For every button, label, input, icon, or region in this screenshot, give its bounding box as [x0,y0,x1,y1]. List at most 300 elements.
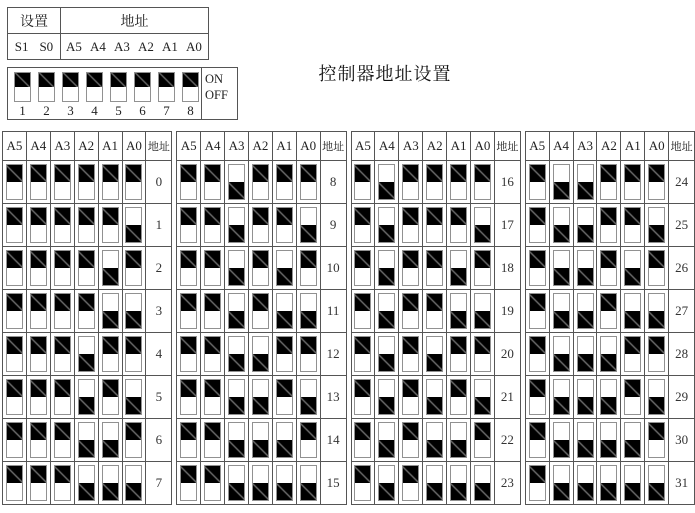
switch-cell [296,290,320,333]
dip-switch-up [180,164,197,200]
switch-cell [597,462,621,505]
dip-switch-down [553,293,570,329]
dip-switch-up [354,336,371,372]
dip-switch-up [158,72,175,102]
address-value: 10 [320,247,346,290]
switch-cell [621,462,645,505]
dip-switch-up [529,379,546,415]
dip-switch-up [529,465,546,501]
dip-switch-down [450,465,467,501]
address-value: 18 [494,247,520,290]
bit-column-header: A3 [573,132,597,161]
dip-switch-up [426,293,443,329]
address-row [525,204,694,247]
dip-switch-up [402,250,419,286]
address-bit-label: A3 [114,38,130,54]
switch-cell [471,333,495,376]
dip-switch-down [378,250,395,286]
dip-switch-down [577,207,594,243]
switch-cell [50,462,74,505]
switch-cell [351,419,375,462]
switch-number-label: 4 [91,103,98,118]
switch-cell [296,161,320,204]
switch-cell [399,333,423,376]
switch-cell [351,161,375,204]
dip-switch-up [402,422,419,458]
dip-switch-up [624,164,641,200]
switch-cell [351,247,375,290]
switch-number-label: 2 [43,103,50,118]
switch-cell [296,333,320,376]
switch-cell [201,333,225,376]
address-value: 24 [669,161,695,204]
dip-switch-up [54,379,71,415]
dip-switch-down [648,207,665,243]
dip-switch-down [228,379,245,415]
dip-switch-up [402,164,419,200]
dip-switch-down [378,164,395,200]
switch-cell [248,204,272,247]
switch-cell [471,290,495,333]
switch-cell [201,462,225,505]
dip-switch-up [450,379,467,415]
switch-cell [248,247,272,290]
dip-switch-down [553,336,570,372]
bit-column-header: A2 [74,132,98,161]
switch-cell [351,462,375,505]
bit-column-header: A3 [399,132,423,161]
switch-cell [621,290,645,333]
switch-cell [50,419,74,462]
switch-cell [471,376,495,419]
dip-switch-up [54,465,71,501]
switch-cell [525,247,549,290]
dip-switch-row [8,68,204,119]
dip-switch-up [102,336,119,372]
switch-cell [26,247,50,290]
on-label: ON [205,72,224,86]
dip-switch-up [180,465,197,501]
address-row [3,462,172,505]
address-column-header: 地址 [146,132,172,161]
address-value: 25 [669,204,695,247]
switch-cell [50,161,74,204]
dip-switch-up [14,72,31,102]
dip-switch-up [6,336,23,372]
address-value: 22 [494,419,520,462]
switch-cell [621,419,645,462]
switch-cell [248,419,272,462]
demo-switch-unit [38,72,55,119]
address-column-header: 地址 [320,132,346,161]
dip-switch-down [228,465,245,501]
dip-switch-down [648,465,665,501]
switch-cell [447,161,471,204]
dip-switch-up [180,293,197,329]
dip-switch-up [354,379,371,415]
dip-switch-down [228,250,245,286]
switch-cell [225,376,249,419]
demo-switch-unit [110,72,127,119]
dip-switch-down [426,422,443,458]
address-row [351,161,520,204]
switch-cell [3,462,27,505]
switch-cell [471,462,495,505]
switch-cell [549,333,573,376]
switch-cell [399,376,423,419]
dip-switch-up [276,207,293,243]
switch-cell [447,376,471,419]
address-value: 0 [146,161,172,204]
dip-switch-up [6,293,23,329]
dip-switch-up [78,293,95,329]
dip-switch-down [300,465,317,501]
dip-switch-down [624,293,641,329]
switch-cell [621,161,645,204]
dip-switch-up [402,465,419,501]
bit-column-header: A3 [225,132,249,161]
dip-switch-up [474,336,491,372]
dip-switch-down [474,379,491,415]
address-value: 20 [494,333,520,376]
switch-number-label: 6 [139,103,146,118]
bit-column-header: A5 [177,132,201,161]
address-row [351,333,520,376]
address-value: 30 [669,419,695,462]
dip-switch-up [402,293,419,329]
dip-switch-up [402,379,419,415]
dip-switch-down [474,293,491,329]
switch-cell [525,376,549,419]
dip-switch-up [252,250,269,286]
dip-switch-up [54,293,71,329]
dip-switch-up [30,422,47,458]
dip-switch-up [102,164,119,200]
dip-switch-down [125,207,142,243]
switch-cell [74,161,98,204]
demo-switch-unit [62,72,79,119]
address-row [351,290,520,333]
switch-cell [177,333,201,376]
legend-settings-header: 设置 [8,8,61,34]
dip-switch-up [300,250,317,286]
dip-switch-up [54,336,71,372]
switch-cell [74,462,98,505]
switch-cell [225,204,249,247]
dip-switch-up [182,72,199,102]
dip-switch-down [553,422,570,458]
switch-cell [74,290,98,333]
dip-switch-down [125,379,142,415]
switch-cell [375,247,399,290]
dip-switch-up [450,207,467,243]
dip-switch-down [450,293,467,329]
page-title: 控制器地址设置 [318,64,452,84]
switch-cell [122,462,146,505]
switch-cell [26,290,50,333]
dip-switch-down [577,250,594,286]
dip-switch-up [180,336,197,372]
dip-switch-down [577,293,594,329]
switch-cell [26,462,50,505]
switch-number-label: 1 [19,103,26,118]
address-value: 3 [146,290,172,333]
dip-switch-down [78,422,95,458]
switch-cell [525,462,549,505]
switch-cell [122,161,146,204]
address-row [177,419,346,462]
switch-cell [272,247,296,290]
switch-cell [597,333,621,376]
dip-switch-up [180,250,197,286]
switch-cell [122,204,146,247]
switch-cell [225,290,249,333]
dip-switch-down [300,207,317,243]
dip-switch-down [553,207,570,243]
address-row [351,247,520,290]
switch-cell [177,290,201,333]
address-row [3,204,172,247]
switch-cell [122,247,146,290]
dip-switch-up [648,250,665,286]
switch-cell [201,247,225,290]
dip-switch-up [6,207,23,243]
switch-cell [597,290,621,333]
dip-switch-down [228,207,245,243]
address-group-table [2,131,172,505]
dip-switch-down [78,336,95,372]
dip-switch-up [30,164,47,200]
address-value: 31 [669,462,695,505]
dip-switch-up [62,72,79,102]
bit-column-header: A0 [645,132,669,161]
switch-cell [272,290,296,333]
switch-cell [248,161,272,204]
switch-cell [375,419,399,462]
dip-switch-down [252,465,269,501]
switch-cell [447,333,471,376]
dip-switch-up [78,207,95,243]
dip-switch-up [529,422,546,458]
dip-switch-up [38,72,55,102]
switch-cell [74,333,98,376]
dip-switch-up [30,336,47,372]
switch-cell [122,290,146,333]
dip-switch-down [378,293,395,329]
dip-switch-up [30,250,47,286]
demo-switch-unit [182,72,199,119]
dip-switch-up [426,250,443,286]
switch-cell [272,462,296,505]
dip-switch-down [276,293,293,329]
switch-cell [621,376,645,419]
demo-switch-unit [158,72,175,119]
bit-column-header: A5 [351,132,375,161]
switch-cell [399,462,423,505]
dip-switch-up [30,293,47,329]
address-column-header: 地址 [669,132,695,161]
address-bit-label: A5 [66,38,82,54]
switch-cell [74,419,98,462]
dip-switch-demo [7,67,238,120]
dip-switch-up [450,336,467,372]
dip-switch-down [474,465,491,501]
dip-switch-up [300,164,317,200]
switch-cell [597,376,621,419]
switch-cell [375,462,399,505]
address-grid [2,131,695,505]
switch-number-label: 3 [67,103,74,118]
address-value: 14 [320,419,346,462]
dip-switch-up [204,293,221,329]
switch-cell [645,161,669,204]
switch-cell [351,290,375,333]
dip-switch-down [600,336,617,372]
switch-cell [423,419,447,462]
dip-switch-up [474,164,491,200]
switch-cell [272,376,296,419]
switch-cell [3,161,27,204]
switch-cell [201,376,225,419]
dip-switch-up [125,336,142,372]
switch-cell [525,161,549,204]
switch-cell [98,333,122,376]
dip-switch-up [354,164,371,200]
address-value: 8 [320,161,346,204]
switch-cell [74,376,98,419]
dip-switch-up [600,164,617,200]
switch-cell [375,376,399,419]
dip-switch-up [354,207,371,243]
address-row [177,333,346,376]
switch-cell [549,419,573,462]
dip-switch-up [78,250,95,286]
dip-switch-up [648,336,665,372]
switch-cell [351,376,375,419]
switch-cell [423,247,447,290]
switch-cell [351,333,375,376]
switch-cell [621,247,645,290]
switch-cell [549,161,573,204]
bit-column-header: A0 [122,132,146,161]
switch-cell [177,161,201,204]
switch-cell [423,333,447,376]
address-row [525,290,694,333]
address-value: 29 [669,376,695,419]
dip-switch-up [354,465,371,501]
dip-switch-up [624,379,641,415]
dip-switch-up [529,207,546,243]
switch-cell [225,333,249,376]
dip-switch-up [624,336,641,372]
address-value: 4 [146,333,172,376]
dip-switch-up [54,207,71,243]
address-row [3,290,172,333]
dip-switch-up [54,164,71,200]
dip-switch-down [378,465,395,501]
switch-cell [645,204,669,247]
address-row [177,376,346,419]
switch-cell [447,204,471,247]
dip-switch-up [648,422,665,458]
dip-switch-up [276,336,293,372]
bit-column-header: A0 [471,132,495,161]
switch-cell [597,419,621,462]
switch-cell [573,161,597,204]
address-row [177,161,346,204]
dip-switch-up [180,379,197,415]
switch-cell [471,419,495,462]
dip-switch-down [78,465,95,501]
settings-bit-label: S0 [39,38,54,54]
dip-switch-down [252,422,269,458]
dip-switch-down [252,336,269,372]
dip-switch-up [204,422,221,458]
dip-switch-down [553,250,570,286]
dip-switch-down [125,465,142,501]
switch-cell [74,247,98,290]
address-row [351,462,520,505]
dip-switch-down [378,207,395,243]
switch-cell [50,204,74,247]
switch-cell [549,290,573,333]
dip-switch-down [474,207,491,243]
dip-switch-down [378,422,395,458]
switch-cell [225,462,249,505]
address-row [3,419,172,462]
dip-switch-up [134,72,151,102]
switch-cell [3,419,27,462]
dip-switch-down [300,379,317,415]
dip-switch-up [276,164,293,200]
address-value: 11 [320,290,346,333]
switch-cell [573,419,597,462]
dip-switch-down [577,379,594,415]
switch-cell [98,376,122,419]
dip-switch-down [624,422,641,458]
dip-switch-up [30,379,47,415]
dip-switch-up [54,250,71,286]
switch-cell [621,204,645,247]
switch-cell [296,247,320,290]
bit-column-header: A1 [621,132,645,161]
dip-switch-up [600,293,617,329]
dip-switch-down [624,465,641,501]
dip-switch-down [426,379,443,415]
dip-switch-up [354,293,371,329]
switch-cell [573,462,597,505]
address-row [3,376,172,419]
switch-cell [272,333,296,376]
switch-cell [549,462,573,505]
address-group-table [176,131,346,505]
demo-switch-unit [134,72,151,119]
dip-switch-down [378,379,395,415]
switch-cell [272,161,296,204]
switch-cell [272,204,296,247]
switch-cell [225,247,249,290]
switch-cell [573,290,597,333]
address-group-table [525,131,695,505]
dip-switch-down [577,465,594,501]
switch-cell [471,204,495,247]
switch-cell [26,419,50,462]
switch-cell [645,333,669,376]
switch-cell [98,247,122,290]
switch-cell [122,376,146,419]
switch-cell [201,161,225,204]
address-bit-label: A2 [138,38,154,54]
